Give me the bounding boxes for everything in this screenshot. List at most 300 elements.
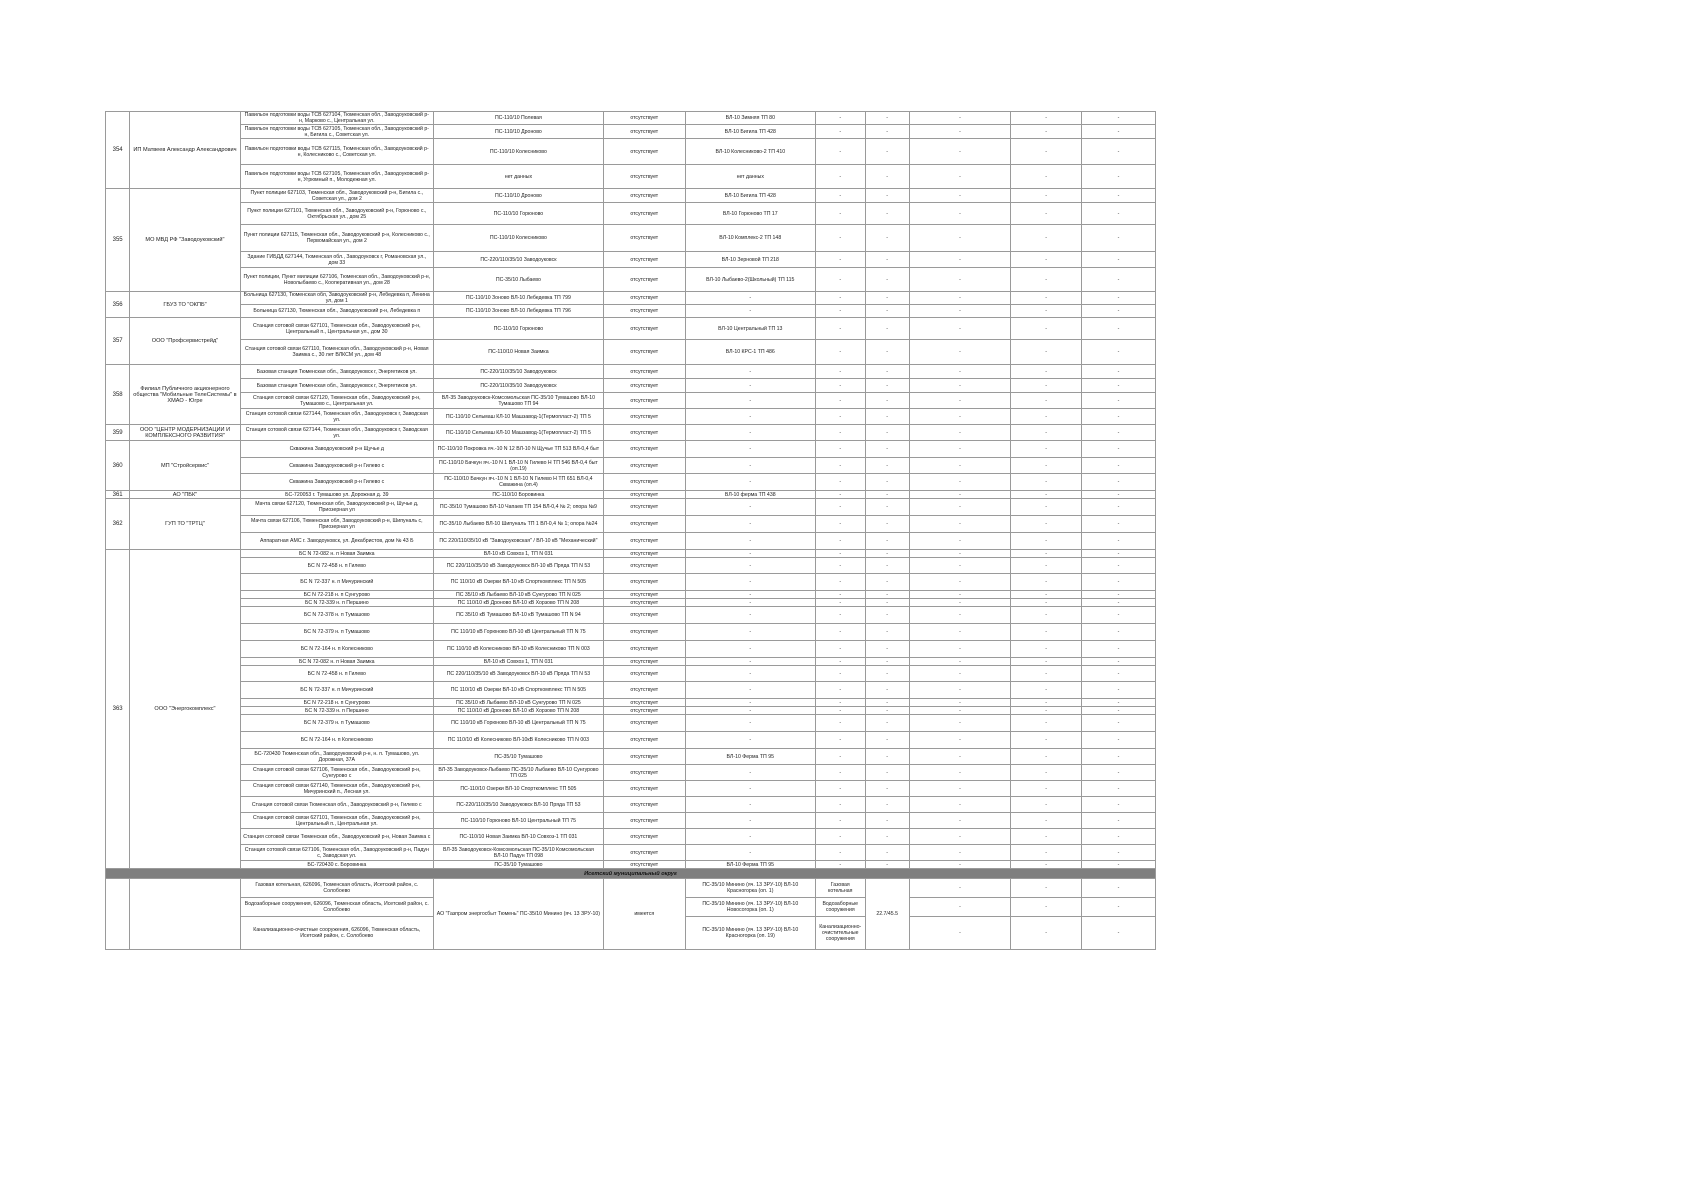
table-row bbox=[106, 765, 1156, 781]
value-cell: - bbox=[865, 813, 909, 829]
value-cell: - bbox=[815, 797, 865, 813]
table-row bbox=[106, 550, 1156, 558]
value-cell: - bbox=[909, 225, 1011, 252]
value-cell: - bbox=[815, 409, 865, 425]
record-number: 363 bbox=[106, 550, 130, 869]
value-cell: - bbox=[1011, 574, 1082, 591]
record-number: 360 bbox=[106, 441, 130, 491]
table-row bbox=[106, 365, 1156, 379]
value-cell: - bbox=[1011, 458, 1082, 474]
power-source: ПС-35/10 Тумашово ВЛ-10 Чапаев ТП 154 ВЛ-0,4 № 2; опора №9 bbox=[433, 499, 603, 516]
value-cell: - bbox=[1081, 699, 1155, 707]
feeder-line: - bbox=[685, 599, 815, 607]
feeder-line: - bbox=[685, 732, 815, 749]
independent-source: отсутствует bbox=[603, 425, 685, 441]
feeder-line: - bbox=[685, 365, 815, 379]
value-cell: - bbox=[865, 365, 909, 379]
independent-source: отсутствует bbox=[603, 318, 685, 340]
table-row bbox=[106, 409, 1156, 425]
independent-source: отсутствует bbox=[603, 715, 685, 732]
power-source: ПС-220/110/35/10 Заводоуковск bbox=[433, 252, 603, 268]
value-cell: - bbox=[909, 682, 1011, 699]
object-address: Пункт полиции 627115, Тюменская обл., Заводоуковский р-н, Колесниково с., Первомайская ул., дом 2 bbox=[240, 225, 433, 252]
value-cell: - bbox=[1081, 458, 1155, 474]
record-number: 356 bbox=[106, 292, 130, 318]
object-address: Пункт полиции 627101, Тюменская обл., Заводоуковский р-н, Горюново с., Октябрьская ул., дом 25 bbox=[240, 203, 433, 225]
independent-source: отсутствует bbox=[603, 765, 685, 781]
value-cell: - bbox=[1011, 813, 1082, 829]
power-source: ПС 110/10 кВ Озерки ВЛ-10 кВ Спорткомплекс ТП N 505 bbox=[433, 682, 603, 699]
table-row bbox=[106, 813, 1156, 829]
value-cell: - bbox=[1011, 845, 1082, 861]
value-cell: - bbox=[1011, 165, 1082, 189]
value-cell: - bbox=[1081, 318, 1155, 340]
value-cell: - bbox=[865, 707, 909, 715]
value-cell: - bbox=[865, 797, 909, 813]
object-address: Станция сотовой связи 627144, Тюменская обл., Заводоуковск г, Заводская ул. bbox=[240, 409, 433, 425]
value-cell: - bbox=[865, 409, 909, 425]
value-cell: - bbox=[815, 574, 865, 591]
value-cell: - bbox=[909, 879, 1011, 898]
table-row bbox=[106, 305, 1156, 318]
table-row bbox=[106, 879, 1156, 898]
value-cell: - bbox=[865, 516, 909, 533]
value-cell: - bbox=[865, 732, 909, 749]
value-cell: - bbox=[815, 765, 865, 781]
value-cell: - bbox=[815, 340, 865, 365]
independent-source: отсутствует bbox=[603, 340, 685, 365]
table-row bbox=[106, 715, 1156, 732]
power-source: ПС-110/10 Зоново ВЛ-10 Лебедевка ТП 799 bbox=[433, 292, 603, 305]
value-cell: - bbox=[1011, 425, 1082, 441]
table-row bbox=[106, 318, 1156, 340]
value-cell: - bbox=[865, 599, 909, 607]
independent-source: отсутствует bbox=[603, 441, 685, 458]
power-source: ПС-110/10 Полевая bbox=[433, 112, 603, 125]
feeder-line: ВЛ-10 Зерновой ТП 218 bbox=[685, 252, 815, 268]
record-number bbox=[106, 879, 130, 950]
value-cell: - bbox=[1081, 624, 1155, 641]
feeder-line: - bbox=[685, 829, 815, 845]
power-source: ПС 110/10 кВ Горюново ВЛ-10 кВ Центральный ТП N 75 bbox=[433, 624, 603, 641]
independent-source: отсутствует bbox=[603, 305, 685, 318]
value-cell: - bbox=[865, 268, 909, 292]
independent-source: отсутствует bbox=[603, 365, 685, 379]
value-cell: - bbox=[1011, 898, 1082, 917]
value-cell: - bbox=[909, 666, 1011, 682]
value-cell: - bbox=[1081, 393, 1155, 409]
value-cell: - bbox=[865, 781, 909, 797]
value-cell: - bbox=[1011, 203, 1082, 225]
value-cell: - bbox=[815, 252, 865, 268]
organization-name: ИП Матвеев Александр Александрович bbox=[130, 112, 240, 189]
value-cell: - bbox=[815, 393, 865, 409]
table-body bbox=[106, 112, 1156, 950]
value-cell: - bbox=[909, 829, 1011, 845]
record-number: 361 bbox=[106, 491, 130, 499]
value-cell: - bbox=[1011, 305, 1082, 318]
independent-source: отсутствует bbox=[603, 393, 685, 409]
object-address: Скважина Заводоуковский р-н Гилево с bbox=[240, 474, 433, 491]
feeder-line: - bbox=[685, 441, 815, 458]
value-cell: - bbox=[909, 139, 1011, 165]
feeder-line: - bbox=[685, 607, 815, 624]
power-source: ПС-110/10 Горюново ВЛ-10 Центральный ТП 75 bbox=[433, 813, 603, 829]
object-address: Павильон подготовки воды ТСВ 627104, Тюменская обл., Заводоуковский р-н, Марково с., Центральная ул. bbox=[240, 112, 433, 125]
value-cell: - bbox=[1081, 781, 1155, 797]
value-cell: - bbox=[909, 898, 1011, 917]
value-cell: - bbox=[909, 379, 1011, 393]
value-cell: - bbox=[1081, 879, 1155, 898]
value-cell: - bbox=[1081, 682, 1155, 699]
independent-source: отсутствует bbox=[603, 516, 685, 533]
independent-source: отсутствует bbox=[603, 203, 685, 225]
value-cell: - bbox=[865, 458, 909, 474]
independent-source: отсутствует bbox=[603, 682, 685, 699]
value-cell: - bbox=[815, 139, 865, 165]
value-cell: - bbox=[865, 682, 909, 699]
independent-source: отсутствует bbox=[603, 797, 685, 813]
object-address: Мачта связи 627106, Тюменская обл, Заводоуковский р-н, Шипуналь с, Приозерная ул bbox=[240, 516, 433, 533]
object-address: БС N 72-379 н. п Тумашово bbox=[240, 715, 433, 732]
table-row bbox=[106, 574, 1156, 591]
independent-source: отсутствует bbox=[603, 225, 685, 252]
value-cell: - bbox=[865, 533, 909, 550]
table-row bbox=[106, 425, 1156, 441]
value-cell: - bbox=[1011, 252, 1082, 268]
feeder-line: ВЛ-10 Ферма ТП 95 bbox=[685, 749, 815, 765]
feeder-line: - bbox=[685, 682, 815, 699]
organization-name: Филиал Публичного акционерного общества "Мобильные ТелеСистемы" в ХМАО - Югре bbox=[130, 365, 240, 425]
value-cell: - bbox=[909, 781, 1011, 797]
object-address: БС N 72-164 н. п Колесниково bbox=[240, 641, 433, 658]
power-source: ПС-35/10 Тумашово bbox=[433, 861, 603, 869]
power-source: ПС 35/10 кВ Лыбаево ВЛ-10 кВ Сунгурово ТП N 025 bbox=[433, 591, 603, 599]
value-cell: - bbox=[815, 682, 865, 699]
feeder-line: ПС-35/10 Минино (яч. 13 ЗРУ-10) ВЛ-10 Красногорка (оп. 19) bbox=[685, 917, 815, 950]
value-cell: - bbox=[1011, 591, 1082, 599]
table-row bbox=[106, 203, 1156, 225]
power-source: ПС 110/10 кВ Горюново ВЛ-10 кВ Центральный ТП N 75 bbox=[433, 715, 603, 732]
value-cell: - bbox=[1081, 558, 1155, 574]
table-row bbox=[106, 699, 1156, 707]
power-source: ПС-110/10 Сельмаш КЛ-10 Машзавод-1(Термопласт-2) ТП 5 bbox=[433, 409, 603, 425]
feeder-line: - bbox=[685, 797, 815, 813]
power-source: ПС-35/10 Тумашово bbox=[433, 749, 603, 765]
feeder-line: - bbox=[685, 558, 815, 574]
value-cell: - bbox=[1011, 829, 1082, 845]
value-cell: - bbox=[865, 425, 909, 441]
value-cell: - bbox=[865, 558, 909, 574]
value-cell: - bbox=[909, 699, 1011, 707]
value-cell: - bbox=[815, 781, 865, 797]
object-address: Станция сотовой связи 627110, Тюменская обл., Заводоуковский р-н, Новая Заимка с., 30 лет ВЛКСМ ул., дом 48 bbox=[240, 340, 433, 365]
value-cell: - bbox=[1081, 898, 1155, 917]
object-address: Станция сотовой связи 627120, Тюменская обл., Заводоуковский р-н, Тумашово с., Центральная ул. bbox=[240, 393, 433, 409]
organization-name: МО МВД РФ "Заводоуковский" bbox=[130, 189, 240, 292]
value-cell: - bbox=[1081, 715, 1155, 732]
power-source: ПС 35/10 кВ Тумашово ВЛ-10 кВ Тумашово ТП N 94 bbox=[433, 607, 603, 624]
value-cell: - bbox=[865, 441, 909, 458]
object-address: БС N 72-218 н. п Сунгурово bbox=[240, 591, 433, 599]
independent-source: отсутствует bbox=[603, 165, 685, 189]
value-cell: - bbox=[1081, 516, 1155, 533]
value-cell: - bbox=[1081, 292, 1155, 305]
value-cell: - bbox=[909, 491, 1011, 499]
value-cell: - bbox=[909, 189, 1011, 203]
table-row bbox=[106, 268, 1156, 292]
value-cell: - bbox=[815, 203, 865, 225]
object-address: Больница 627130, Тюменская обл., Заводоуковский р-н, Лебедевка п bbox=[240, 305, 433, 318]
object-address: Станция сотовой связи 627140, Тюменская обл., Заводоуковский р-н, Мичуринский п., Лесная ул. bbox=[240, 781, 433, 797]
independent-source: отсутствует bbox=[603, 707, 685, 715]
value-cell: - bbox=[815, 499, 865, 516]
object-type: Водозаборные сооружения bbox=[815, 898, 865, 917]
value-cell: - bbox=[909, 533, 1011, 550]
independent-source: отсутствует bbox=[603, 666, 685, 682]
power-source: ПС-110/10 Новая Заимка bbox=[433, 340, 603, 365]
table-row bbox=[106, 112, 1156, 125]
table-row bbox=[106, 829, 1156, 845]
independent-source: имеется bbox=[603, 879, 685, 950]
organization-name: ГУП ТО "ТРТЦ" bbox=[130, 499, 240, 550]
value-cell: - bbox=[865, 574, 909, 591]
value-cell: - bbox=[1081, 749, 1155, 765]
power-source: ВЛ-35 Заводоуковск-Комсомольская ПС-35/10 Тумашово ВЛ-10 Тумашово ТП 94 bbox=[433, 393, 603, 409]
value-cell: - bbox=[865, 715, 909, 732]
value-cell: - bbox=[1081, 139, 1155, 165]
feeder-line: ВЛ-10 Ферма ТП 95 bbox=[685, 861, 815, 869]
value-cell: - bbox=[865, 607, 909, 624]
value-cell: - bbox=[1011, 318, 1082, 340]
value-cell: - bbox=[909, 607, 1011, 624]
table-row bbox=[106, 641, 1156, 658]
organization-name: ООО "ЦЕНТР МОДЕРНИЗАЦИИ И КОМПЛЕКСНОГО РАЗВИТИЯ" bbox=[130, 425, 240, 441]
value-cell: - bbox=[815, 861, 865, 869]
table-row bbox=[106, 558, 1156, 574]
feeder-line: ВЛ-10 Бигила ТП 428 bbox=[685, 125, 815, 139]
value-cell: - bbox=[815, 732, 865, 749]
value-cell: - bbox=[1081, 765, 1155, 781]
value-cell: - bbox=[1011, 365, 1082, 379]
value-cell: - bbox=[1081, 641, 1155, 658]
power-source: ВЛ-10 кВ Совхоз 1, ТП N 031 bbox=[433, 658, 603, 666]
object-address: БС N 72-082 н. п Новая Заимка bbox=[240, 550, 433, 558]
power-source: ПС-110/10 Бачкун яч.-10 N 1 ВЛ-10 N Гилево Н ТП 651 ВЛ-0,4 Скважина (оп.4) bbox=[433, 474, 603, 491]
section-title: Исетский муниципальный округ bbox=[106, 869, 1156, 879]
value-cell: - bbox=[865, 749, 909, 765]
table-row bbox=[106, 845, 1156, 861]
value-cell: - bbox=[909, 574, 1011, 591]
table-row bbox=[106, 165, 1156, 189]
value-cell: - bbox=[1011, 732, 1082, 749]
power-source: ПС 110/10 кВ Дроново ВЛ-10 кВ Хорзово ТП N 208 bbox=[433, 599, 603, 607]
value-cell: - bbox=[1081, 189, 1155, 203]
value-cell: - bbox=[815, 225, 865, 252]
value-cell: - bbox=[865, 765, 909, 781]
object-address: Станция сотовой связи 627106, Тюменская обл., Заводоуковский р-н, Падун с, Заводская ул. bbox=[240, 845, 433, 861]
independent-source: отсутствует bbox=[603, 574, 685, 591]
independent-source: отсутствует bbox=[603, 139, 685, 165]
value-cell: - bbox=[1011, 749, 1082, 765]
value-cell: - bbox=[1081, 225, 1155, 252]
value-cell: - bbox=[1011, 441, 1082, 458]
feeder-line: ВЛ-10 Бигила ТП 428 bbox=[685, 189, 815, 203]
table-row bbox=[106, 441, 1156, 458]
feeder-line: - bbox=[685, 641, 815, 658]
value-cell: - bbox=[1011, 292, 1082, 305]
feeder-line: - bbox=[685, 813, 815, 829]
value-cell: - bbox=[865, 225, 909, 252]
object-address: Станция сотовой связи 627106, Тюменская обл., Заводоуковский р-н, Сунгурово с bbox=[240, 765, 433, 781]
value-cell: - bbox=[909, 112, 1011, 125]
feeder-line: - bbox=[685, 765, 815, 781]
value-cell: - bbox=[1081, 340, 1155, 365]
value-cell: - bbox=[909, 715, 1011, 732]
power-source: ПС-35/10 Лыбаево ВЛ-10 Шипуналь ТП 1 ВЛ-0,4 № 1; опора №24 bbox=[433, 516, 603, 533]
independent-source: отсутствует bbox=[603, 599, 685, 607]
power-source: ПС 110/10 кВ Озерки ВЛ-10 кВ Спорткомплекс ТП N 505 bbox=[433, 574, 603, 591]
value-cell: - bbox=[815, 624, 865, 641]
value-cell: - bbox=[909, 474, 1011, 491]
independent-source: отсутствует bbox=[603, 658, 685, 666]
value-cell: - bbox=[815, 516, 865, 533]
value-cell: - bbox=[909, 861, 1011, 869]
value-cell: - bbox=[865, 499, 909, 516]
value-cell: - bbox=[865, 699, 909, 707]
independent-source: отсутствует bbox=[603, 458, 685, 474]
feeder-line: - bbox=[685, 624, 815, 641]
value-cell: - bbox=[865, 491, 909, 499]
value-cell: - bbox=[1011, 715, 1082, 732]
table-row bbox=[106, 624, 1156, 641]
object-address: Пункт полиции, Пункт милиции 627106, Тюменская обл., Заводоуковский р-н, Новолыбаево с., Кооперативная ул., дом 28 bbox=[240, 268, 433, 292]
value-cell: - bbox=[815, 441, 865, 458]
power-source: ПС-110/10 Бачкун яч.-10 N 1 ВЛ-10 N Гилево Н ТП 546 ВЛ-0,4 быт (оп.19) bbox=[433, 458, 603, 474]
record-number: 358 bbox=[106, 365, 130, 425]
value-cell: - bbox=[1011, 225, 1082, 252]
value-cell: - bbox=[865, 305, 909, 318]
value-cell: - bbox=[1011, 499, 1082, 516]
value-cell: - bbox=[865, 165, 909, 189]
power-source: ВЛ-10 кВ Совхоз 1, ТП N 031 bbox=[433, 550, 603, 558]
value-cell: - bbox=[865, 379, 909, 393]
value-cell: - bbox=[1081, 165, 1155, 189]
value-cell: - bbox=[909, 624, 1011, 641]
value-cell: - bbox=[865, 591, 909, 599]
independent-source: отсутствует bbox=[603, 125, 685, 139]
value-cell: - bbox=[1011, 550, 1082, 558]
power-source: ПС-110/10 Зоново ВЛ-10 Лебедевка ТП 796 bbox=[433, 305, 603, 318]
value-cell: - bbox=[909, 393, 1011, 409]
value-cell: - bbox=[1011, 393, 1082, 409]
value-cell: - bbox=[815, 666, 865, 682]
independent-source: отсутствует bbox=[603, 732, 685, 749]
object-address: Водозаборные сооружения, 626096, Тюменская область, Исетский район, с. Солобоево bbox=[240, 898, 433, 917]
value-cell: - bbox=[1011, 558, 1082, 574]
value-cell: - bbox=[815, 707, 865, 715]
power-source: ПС-110/10 Дроново bbox=[433, 189, 603, 203]
table-row bbox=[106, 861, 1156, 869]
value-cell: - bbox=[1081, 499, 1155, 516]
value-cell: - bbox=[865, 340, 909, 365]
power-source: ПС 220/110/35/10 кВ Заводоуковск ВЛ-10 кВ Пряда ТП N 53 bbox=[433, 558, 603, 574]
object-address: БС N 72-218 н. п Сунгурово bbox=[240, 699, 433, 707]
value-cell: - bbox=[865, 393, 909, 409]
value-cell: - bbox=[815, 591, 865, 599]
value-cell: - bbox=[1011, 666, 1082, 682]
power-source: ПС-110/10 Сельмаш КЛ-10 Машзавод-1(Термопласт-2) ТП 5 bbox=[433, 425, 603, 441]
table-row bbox=[106, 139, 1156, 165]
value-cell: - bbox=[1081, 666, 1155, 682]
record-number: 355 bbox=[106, 189, 130, 292]
object-address: БС N 72-458 н. п Гилево bbox=[240, 558, 433, 574]
object-address: БС N 72-339 н. п Першино bbox=[240, 707, 433, 715]
value-cell: - bbox=[865, 861, 909, 869]
object-address: Газовая котельная, 626096, Тюменская область, Исетский район, с. Солобоево bbox=[240, 879, 433, 898]
independent-source: отсутствует bbox=[603, 749, 685, 765]
value-cell: - bbox=[865, 125, 909, 139]
feeder-line: ВЛ-10 КРС-1 ТП 486 bbox=[685, 340, 815, 365]
value-cell: - bbox=[909, 707, 1011, 715]
value-cell: - bbox=[1011, 781, 1082, 797]
feeder-line: ПС-35/10 Минино (яч. 13 ЗРУ-10) ВЛ-10 Красногорка (оп. 1) bbox=[685, 879, 815, 898]
table-row bbox=[106, 340, 1156, 365]
object-address: Базовая станция Тюменская обл., Заводоуковск г, Энергетиков ул. bbox=[240, 379, 433, 393]
value-cell: - bbox=[1081, 574, 1155, 591]
value-cell: - bbox=[1011, 125, 1082, 139]
independent-source: отсутствует bbox=[603, 550, 685, 558]
value-cell: - bbox=[909, 165, 1011, 189]
value-cell: - bbox=[909, 252, 1011, 268]
value-cell: - bbox=[909, 658, 1011, 666]
value-cell: - bbox=[1011, 707, 1082, 715]
value-cell: - bbox=[1011, 797, 1082, 813]
table-row bbox=[106, 533, 1156, 550]
independent-source: отсутствует bbox=[603, 829, 685, 845]
value-cell: - bbox=[1011, 699, 1082, 707]
value-cell: - bbox=[1081, 813, 1155, 829]
value-cell: - bbox=[909, 340, 1011, 365]
value-cell: - bbox=[815, 318, 865, 340]
value-cell: - bbox=[1011, 682, 1082, 699]
feeder-line: - bbox=[685, 574, 815, 591]
power-source: ПС-220/110/35/10 Заводоуковск ВЛ-10 Пряда ТП 53 bbox=[433, 797, 603, 813]
feeder-line: ВЛ-10 Центральный ТП 13 bbox=[685, 318, 815, 340]
feeder-line: нет данных bbox=[685, 165, 815, 189]
feeder-line: ВЛ-10 Лыбаево-2(Школьный) ТП 115 bbox=[685, 268, 815, 292]
feeder-line: - bbox=[685, 666, 815, 682]
value-cell: - bbox=[909, 550, 1011, 558]
value-cell: - bbox=[815, 491, 865, 499]
object-address: БС-720430 с. Боровинка bbox=[240, 861, 433, 869]
value-cell: - bbox=[865, 203, 909, 225]
independent-source: отсутствует bbox=[603, 292, 685, 305]
object-address: Станция сотовой связи 627144, Тюменская обл., Заводоуковск г, Заводская ул. bbox=[240, 425, 433, 441]
value-cell: - bbox=[815, 305, 865, 318]
value-cell: - bbox=[1011, 641, 1082, 658]
independent-source: отсутствует bbox=[603, 474, 685, 491]
power-source: ПС-110/10 Дроново bbox=[433, 125, 603, 139]
feeder-line: - bbox=[685, 781, 815, 797]
value-cell: - bbox=[909, 813, 1011, 829]
value-cell: - bbox=[815, 165, 865, 189]
value-cell: - bbox=[1011, 658, 1082, 666]
data-table bbox=[105, 111, 1156, 950]
feeder-line: - bbox=[685, 425, 815, 441]
record-number: 354 bbox=[106, 112, 130, 189]
value-cell: - bbox=[815, 813, 865, 829]
